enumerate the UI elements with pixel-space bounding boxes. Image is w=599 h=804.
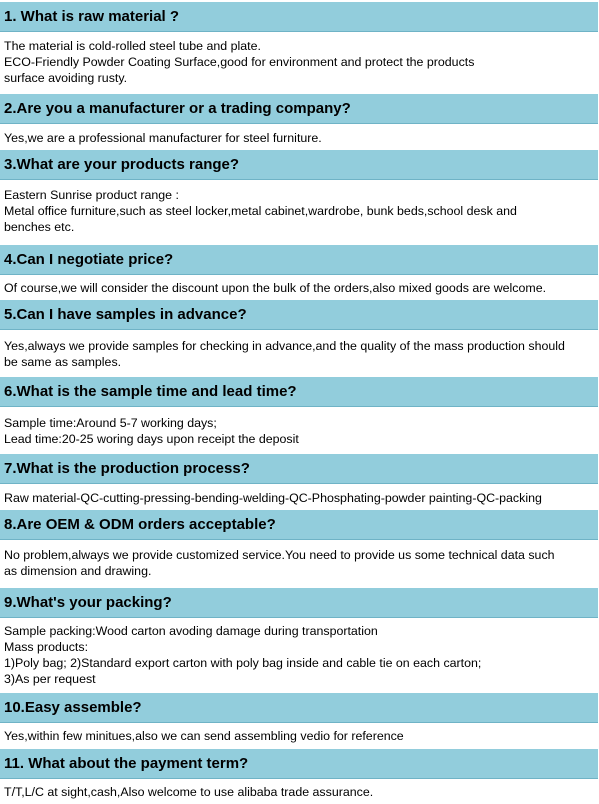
faq-question-8: 8.Are OEM & ODM orders acceptable?: [0, 510, 598, 540]
answer-line: Raw material-QC-cutting-pressing-bending-welding-QC-Phosphating-powder painting-QC-packing: [4, 491, 542, 505]
faq-question-1: 1. What is raw material ?: [0, 2, 598, 32]
faq-question-2: 2.Are you a manufacturer or a trading company?: [0, 94, 598, 124]
faq-answer-9: [4, 623, 594, 687]
faq-answer-8: [4, 547, 594, 579]
answer-line: Lead time:20-25 woring days upon receipt the deposit: [4, 432, 299, 446]
faq-question-4: 4.Can I negotiate price?: [0, 245, 598, 275]
answer-line: benches etc.: [4, 220, 75, 234]
answer-line: Metal office furniture,such as steel locker,metal cabinet,wardrobe, bunk beds,school desk and: [4, 204, 517, 218]
faq-question-6: 6.What is the sample time and lead time?: [0, 377, 598, 407]
answer-line: Of course,we will consider the discount upon the bulk of the orders,also mixed goods are welcome.: [4, 281, 547, 295]
faq-answer-3: [4, 187, 594, 235]
faq-answer-10: [4, 728, 594, 744]
faq-answer-7: [4, 490, 594, 506]
faq-answer-6: [4, 415, 594, 447]
answer-line: The material is cold-rolled steel tube and plate.: [4, 39, 261, 53]
faq-answer-1: [4, 38, 594, 86]
answer-line: Sample packing:Wood carton avoding damage during transportation: [4, 624, 378, 638]
faq-question-5: 5.Can I have samples in advance?: [0, 300, 598, 330]
answer-line: T/T,L/C at sight,cash,Also welcome to use alibaba trade assurance.: [4, 785, 374, 799]
answer-line: Yes,we are a professional manufacturer for steel furniture.: [4, 131, 322, 145]
faq-question-10: 10.Easy assemble?: [0, 693, 598, 723]
answer-line: Sample time:Around 5-7 working days;: [4, 416, 217, 430]
answer-line: be same as samples.: [4, 355, 122, 369]
faq-answer-2: [4, 130, 594, 146]
answer-line: Eastern Sunrise product range :: [4, 188, 179, 202]
faq-question-3: 3.What are your products range?: [0, 150, 598, 180]
answer-line: 3)As per request: [4, 672, 96, 686]
faq-answer-5: [4, 338, 594, 370]
answer-line: No problem,always we provide customized service.You need to provide us some technical data such: [4, 548, 555, 562]
answer-line: Mass products:: [4, 640, 89, 654]
answer-line: as dimension and drawing.: [4, 564, 152, 578]
answer-line: surface avoiding rusty.: [4, 71, 128, 85]
answer-line: Yes,always we provide samples for checking in advance,and the quality of the mass production should: [4, 339, 565, 353]
faq-answer-4: [4, 280, 594, 296]
answer-line: 1)Poly bag; 2)Standard export carton with poly bag inside and cable tie on each carton;: [4, 656, 482, 670]
faq-question-7: 7.What is the production process?: [0, 454, 598, 484]
faq-answer-11: [4, 784, 594, 800]
answer-line: ECO-Friendly Powder Coating Surface,good for environment and protect the products: [4, 55, 475, 69]
answer-line: Yes,within few minitues,also we can send assembling vedio for reference: [4, 729, 404, 743]
faq-question-9: 9.What's your packing?: [0, 588, 598, 618]
faq-question-11: 11. What about the payment term?: [0, 749, 598, 779]
